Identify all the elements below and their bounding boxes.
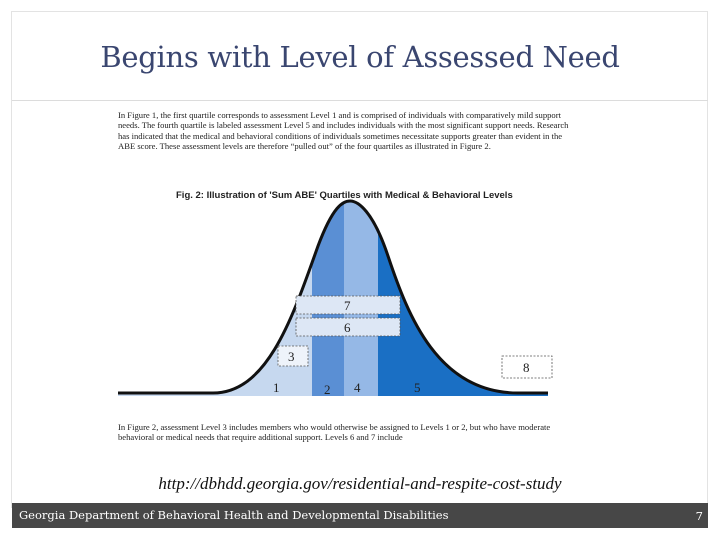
footer-organization: Georgia Department of Behavioral Health and Developmental Disabilities bbox=[19, 508, 449, 522]
level-3-box bbox=[278, 346, 308, 366]
figure-description-paragraph: In Figure 1, the first quartile corresponds to assessment Level 1 and is comprised of individuals with comparatively mild support needs. The fourth quartile is labeled assessment Level 5 and includes individuals with the most significant support needs. Research has indicated that the medical and behavioral conditions of individuals sometimes necessitate supports greater than evident in the ABE score. These assessment levels are therefore “pulled out” of the four quartiles as illustrated in Figure 2. bbox=[118, 110, 569, 151]
level-7-box bbox=[296, 296, 400, 314]
level-6-box bbox=[296, 318, 400, 336]
source-url: http://dbhdd.georgia.gov/residential-and-respite-cost-study bbox=[158, 474, 562, 493]
quartile-1-fill bbox=[118, 186, 312, 416]
title-divider bbox=[12, 100, 708, 101]
figure-caption: Fig. 2: Illustration of 'Sum ABE' Quartiles with Medical & Behavioral Levels bbox=[176, 190, 513, 201]
page-number: 7 bbox=[695, 509, 703, 523]
level-2-label: 2 bbox=[324, 382, 331, 397]
level-7-label: 7 bbox=[344, 298, 351, 313]
quartile-bell-curve-figure bbox=[118, 186, 578, 416]
figure-followup-paragraph: In Figure 2, assessment Level 3 includes members who would otherwise be assigned to Levels 1 or 2, but who have moderate behavioral or medical needs that require additional support. Levels 6 and 7 include bbox=[118, 422, 551, 443]
footer-bar bbox=[12, 503, 708, 528]
level-6-label: 6 bbox=[344, 320, 351, 335]
slide-title: Begins with Level of Assessed Need bbox=[100, 40, 620, 74]
level-8-label: 8 bbox=[523, 360, 530, 375]
level-8-box bbox=[502, 356, 552, 378]
level-1-label: 1 bbox=[273, 380, 280, 395]
level-3-label: 3 bbox=[288, 349, 295, 364]
level-5-label: 5 bbox=[414, 380, 421, 395]
level-4-label: 4 bbox=[354, 380, 361, 395]
